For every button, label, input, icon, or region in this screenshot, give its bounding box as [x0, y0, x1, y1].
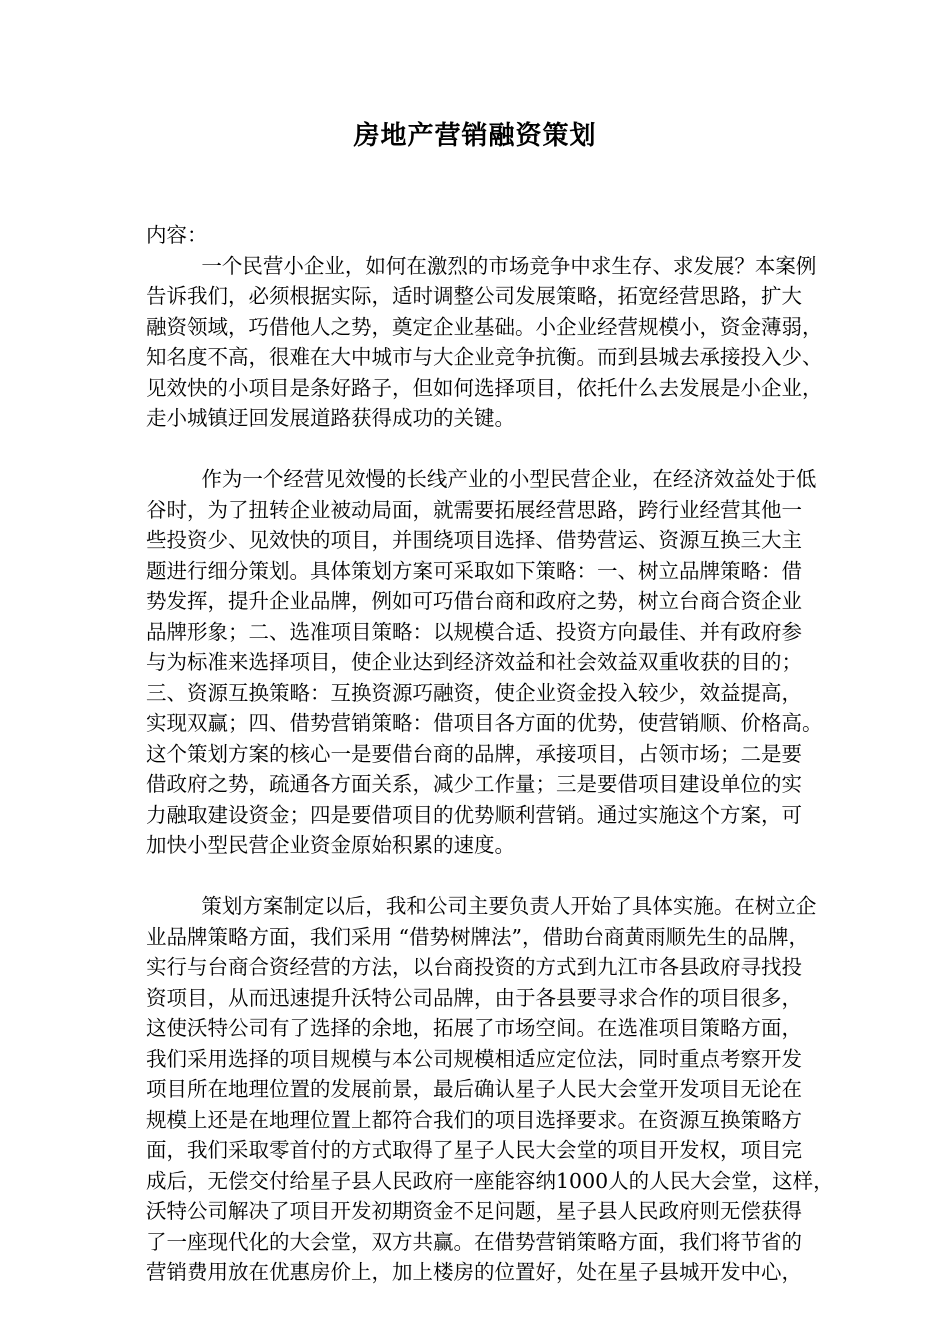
document-title: 房地产营销融资策划 — [353, 121, 597, 151]
paragraph-spacer — [146, 861, 874, 892]
paragraph-spacer — [146, 434, 874, 465]
paragraph-2: 作为一个经营见效慢的长线产业的小型民营企业，在经济效益处于低 谷时，为了扭转企业被动局面，就需要拓展经营思路，跨行业经营其他一 些投资少、见效快的项目，并围绕项目选择、借势营运、资源互换三大主 题进行细分策划。具体策划方案可采取如下策略：一、树立品牌策略：借 势发挥，提升企业品牌，例如可巧借台商和政府之势，树立台商合资企业 品牌形象；二、选准项目策略：以规模合适、投资方向最佳、并有政府参 与为标准来选择项目，使企业达到经济效益和社会效益双重收获的目的； 三、资源互换策略：互换资源巧融资，使企业资金投入较少，效益提高， 实现双赢；四、借势营销策略：借项目各方面的优势，使营销顺、价格高。 这个策划方案的核心一是要借台商的品牌，承接项目，占领市场；二是要 借政府之势，疏通各方面关系，减少工作量；三是要借项目建设单位的实 力融取建设资金；四是要借项目的优势顺利营销。通过实施这个方案，可 加快小型民营企业资金原始积累的速度。 — [146, 467, 823, 857]
paragraph-1: 一个民营小企业，如何在激烈的市场竞争中求生存、求发展？本案例 告诉我们，必须根据实际，适时调整公司发展策略，拓宽经营思路，扩大 融资领域，巧借他人之势，奠定企业基础。小企业经营规模小，资金薄弱， 知名度不高，很难在大中城市与大企业竞争抗衡。而到县城去承接投入少、 见效快的小项目是条好路子，但如何选择项目，依托什么去发展是小企业， 走小城镇迂回发展道路获得成功的关键。 — [146, 253, 823, 430]
section-label: 内容： — [146, 223, 208, 247]
paragraph-3: 策划方案制定以后，我和公司主要负责人开始了具体实施。在树立企 业品牌策略方面，我们采用 “借势树牌法”，借助台商黄雨顺先生的品牌， 实行与台商合资经营的方法，以台商投资的方式到九江市各县政府寻找投 资项目，从而迅速提升沃特公司品牌，由于各县要寻求合作的项目很多， 这使沃特公司有了选择的余地，拓展了市场空间。在选准项目策略方面， 我们采用选择的项目规模与本公司规模相适应定位法，同时重点考察开发 项目所在地理位置的发展前景，最后确认星子人民大会堂开发项目无论在 规模上还是在地理位置上都符合我们的项目选择要求。在资源互换策略方 面，我们采取零首付的方式取得了星子人民大会堂的项目开发权，项目完 成后，无偿交付给星子县人民政府一座能容纳1000人的人民大会堂，这样， 沃特公司解决了项目开发初期资金不足问题，星子县人民政府则无偿获得 了一座现代化的大会堂，双方共赢。在借势营销策略方面，我们将节省的 营销费用放在优惠房价上，加上楼房的位置好，处在星子县城开发中心， — [146, 894, 834, 1284]
document-body — [146, 220, 874, 1288]
